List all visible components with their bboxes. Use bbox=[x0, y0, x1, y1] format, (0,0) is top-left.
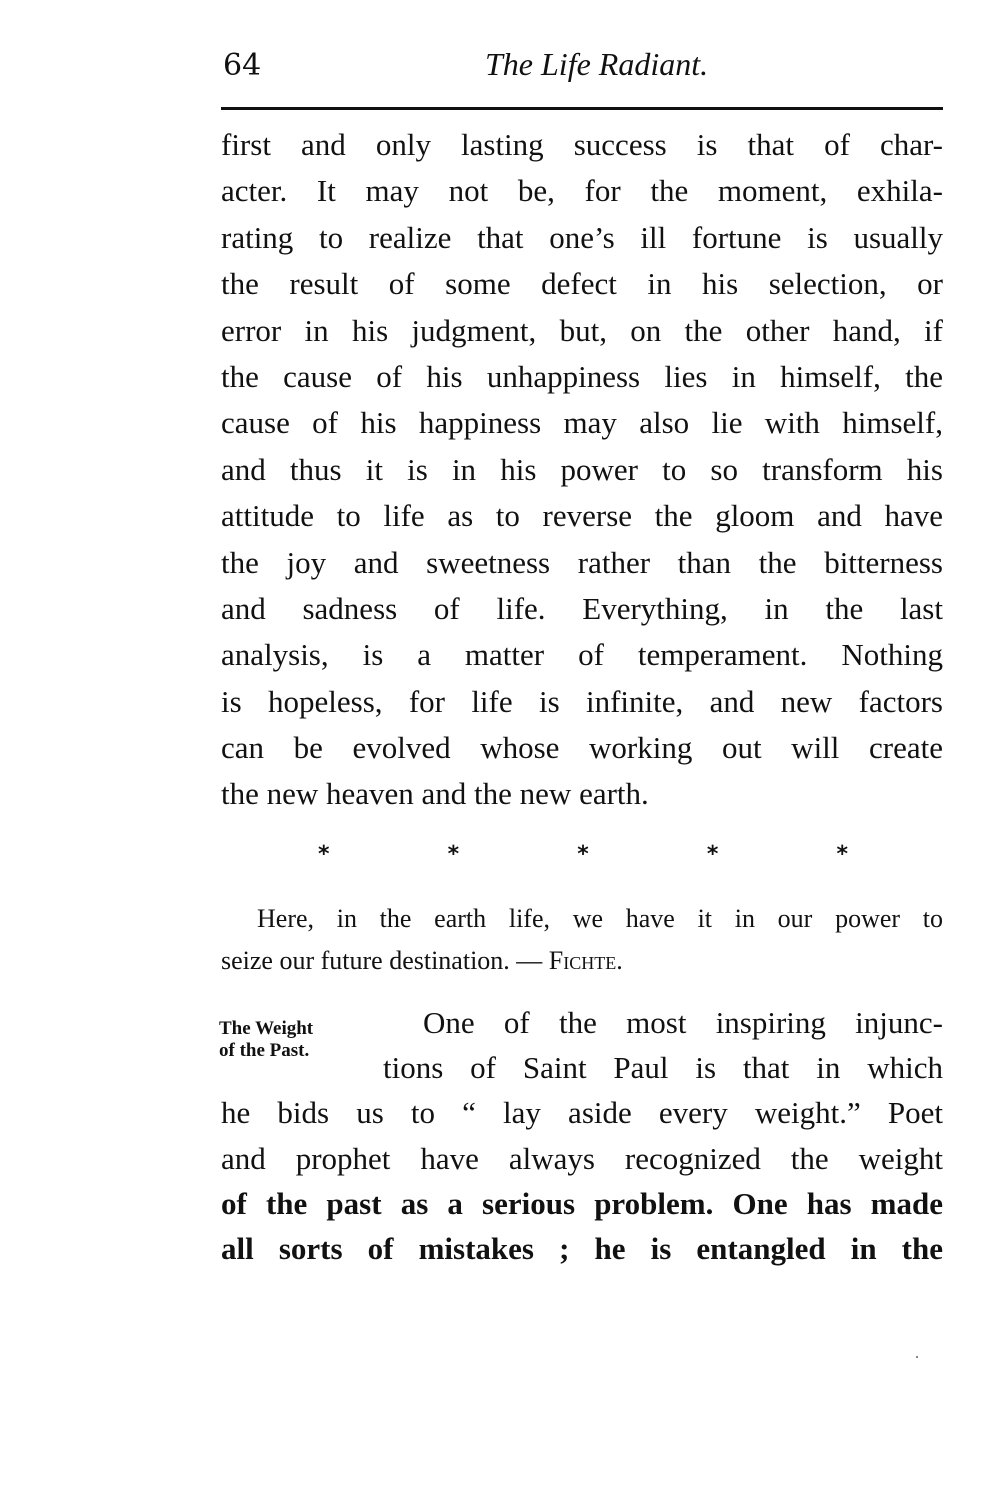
paper-speck bbox=[916, 1356, 918, 1358]
text-line: of the past as a serious problem. One has made bbox=[221, 1185, 943, 1221]
asterisk: * bbox=[318, 842, 330, 867]
quote-text: seize our future destination. — bbox=[221, 946, 549, 975]
text-line: can be evolved whose working out will create bbox=[221, 730, 943, 766]
text-line: cause of his happiness may also lie with himself, bbox=[221, 405, 943, 441]
section-separator bbox=[318, 842, 848, 867]
sidenote-line: of the Past. bbox=[219, 1040, 310, 1061]
text-line: the new heaven and the new earth. bbox=[221, 776, 649, 812]
epigraph-quote bbox=[221, 898, 943, 982]
asterisk: * bbox=[577, 842, 589, 867]
quote-author: Fichte. bbox=[548, 946, 623, 975]
text-line: all sorts of mistakes ; he is entangled in the bbox=[221, 1230, 943, 1266]
asterisk: * bbox=[706, 842, 719, 867]
text-line: rating to realize that one’s ill fortune is usually bbox=[221, 219, 943, 255]
quote-line: Here, in the earth life, we have it in our power to bbox=[257, 904, 943, 933]
running-title: The Life Radiant. bbox=[485, 46, 709, 82]
page-header bbox=[221, 42, 943, 92]
text-line: and sadness of life. Everything, in the last bbox=[221, 590, 943, 626]
text-line: tions of Saint Paul is that in which bbox=[383, 1050, 943, 1086]
text-line: One of the most inspiring injunc- bbox=[423, 1005, 943, 1040]
main-paragraph bbox=[221, 122, 943, 818]
text-line: and thus it is in his power to so transform his bbox=[221, 451, 943, 487]
asterisk: * bbox=[836, 842, 848, 867]
text-line: attitude to life as to reverse the gloom and have bbox=[221, 498, 943, 534]
text-line: error in his judgment, but, on the other hand, if bbox=[221, 312, 943, 348]
page-number: 64 bbox=[223, 48, 262, 83]
text-line: the cause of his unhappiness lies in himself, the bbox=[221, 358, 943, 394]
text-line: analysis, is a matter of temperament. Nothing bbox=[221, 637, 943, 673]
text-line: is hopeless, for life is infinite, and new factors bbox=[221, 683, 943, 719]
text-line: and prophet have always recognized the weight bbox=[221, 1140, 943, 1176]
text-line: first and only lasting success is that of char- bbox=[221, 127, 943, 162]
header-rule bbox=[221, 107, 943, 110]
text-line: the result of some defect in his selection, or bbox=[221, 266, 943, 302]
section-paragraph bbox=[221, 1000, 943, 1271]
sidenote-line: The Weight bbox=[219, 1018, 314, 1039]
quote-line bbox=[221, 940, 943, 982]
text-line: acter. It may not be, for the moment, exhila- bbox=[221, 173, 943, 209]
asterisk: * bbox=[447, 842, 460, 867]
text-line: the joy and sweetness rather than the bitterness bbox=[221, 544, 943, 580]
text-line: he bids us to “ lay aside every weight.” Poet bbox=[221, 1095, 943, 1131]
